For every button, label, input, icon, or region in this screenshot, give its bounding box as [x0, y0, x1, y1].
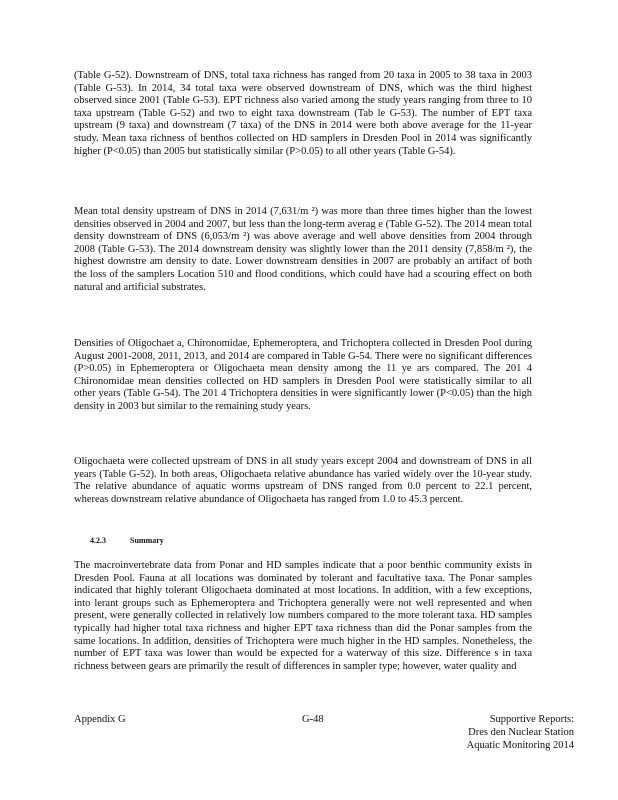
- footer-report-info: [440, 713, 574, 752]
- paragraph-group-densities: Densities of Oligochaet a, Chironomidae, Ephemeroptera, and Trichoptera collected in Dresden Pool during August 2001-2008, 2011, 2013, and 2014 are compared in Table G-54. There were no significant differences (P>0.05) in Ephemeroptera or Oligochaeta mean density among the 11 ye ars compared. The 201 4 Chironomidae mean densities collected on HD samplers in Dresden Pool were statistically similar to all other years (Table G-54). The 201 4 Trichoptera densities in were significantly lower (P<0.05) than the high density in 2003 but similar to the remaining study years.: [74, 338, 532, 412]
- paragraph-summary: The macroinvertebrate data from Ponar and HD samples indicate that a poor benthic community exists in Dresden Pool. Fauna at all locations was dominated by tolerant and facultative taxa. The Ponar samples indicated that highly tolerant Oligochaeta dominated at most locations. In addition, with a few exceptions, into lerant groups such as Ephemeroptera and Trichoptera generally were not well represented and when present, were generally collected in relatively low numbers compared to the more tolerant taxa. HD samples typically had higher total taxa richness and higher EPT taxa richness than did the Ponar samples from the same locations. In addition, densities of Trichoptera were much higher in the HD samples. Nonetheless, the number of EPT taxa was lower than would be expected for a waterway of this size. Difference s in taxa richness between gears are primarily the result of differences in sampler type; however, water quality and: [74, 560, 532, 672]
- section-heading: [90, 536, 164, 545]
- paragraph-taxa-richness: (Table G-52). Downstream of DNS, total taxa richness has ranged from 20 taxa in 2005 to 38 taxa in 2003 (Table G-53). In 2014, 34 total taxa were observed downstream of DNS, which was the third highest observed since 2001 (Table G-53). EPT richness also varied among the study years ranging from three to 10 taxa upstream (Table G-52) and two to eight taxa downstream (Tab le G-53). The number of EPT taxa upstream (9 taxa) and downstream (7 taxa) of the DNS in 2014 were both above average for the 11-year study. Mean taxa richness of benthos collected on HD samplers in Dresden Pool in 2014 was significantly higher (P<0.05) than 2005 but statistically similar (P>0.05) to all other years (Table G-54).: [74, 70, 532, 157]
- paragraph-oligochaeta: Oligochaeta were collected upstream of DNS in all study years except 2004 and downstream of DNS in all years (Table G-52). In both areas, Oligochaeta relative abundance has varied widely over the 10-year study. The relative abundance of aquatic worms upstream of DNS ranged from 0.0 percent to 22.1 percent, whereas downstream relative abundance of Oligochaeta has ranged from 1.0 to 45.3 percent.: [74, 456, 532, 505]
- footer-report-line: Dres den Nuclear Station: [468, 727, 574, 738]
- footer-report-line: Supportive Reports:: [489, 714, 574, 725]
- section-number: 4.2.3: [90, 536, 106, 545]
- paragraph-total-density: Mean total density upstream of DNS in 2014 (7,631/m ²) was more than three times higher than the lowest densities observed in 2004 and 2007, but less than the long-term averag e (Table G-52). The 2014 mean total density downstream of DNS (6,053/m ²) was above average and well above densities from 2004 through 2008 (Table G-53). The 2014 downstream density was slightly lower than the 2011 density (7,858/m ²), the highest downstre am density to date. Lower downstream densities in 2007 are probably an artifact of both the loss of the samplers Location 510 and flood conditions, which could have had a scouring effect on both natural and artificial substrates.: [74, 206, 532, 293]
- footer-appendix: Appendix G: [74, 714, 126, 725]
- footer-report-line: Aquatic Monitoring 2014: [466, 740, 574, 751]
- section-title: Summary: [130, 536, 164, 545]
- footer-page-number: G-48: [302, 714, 324, 725]
